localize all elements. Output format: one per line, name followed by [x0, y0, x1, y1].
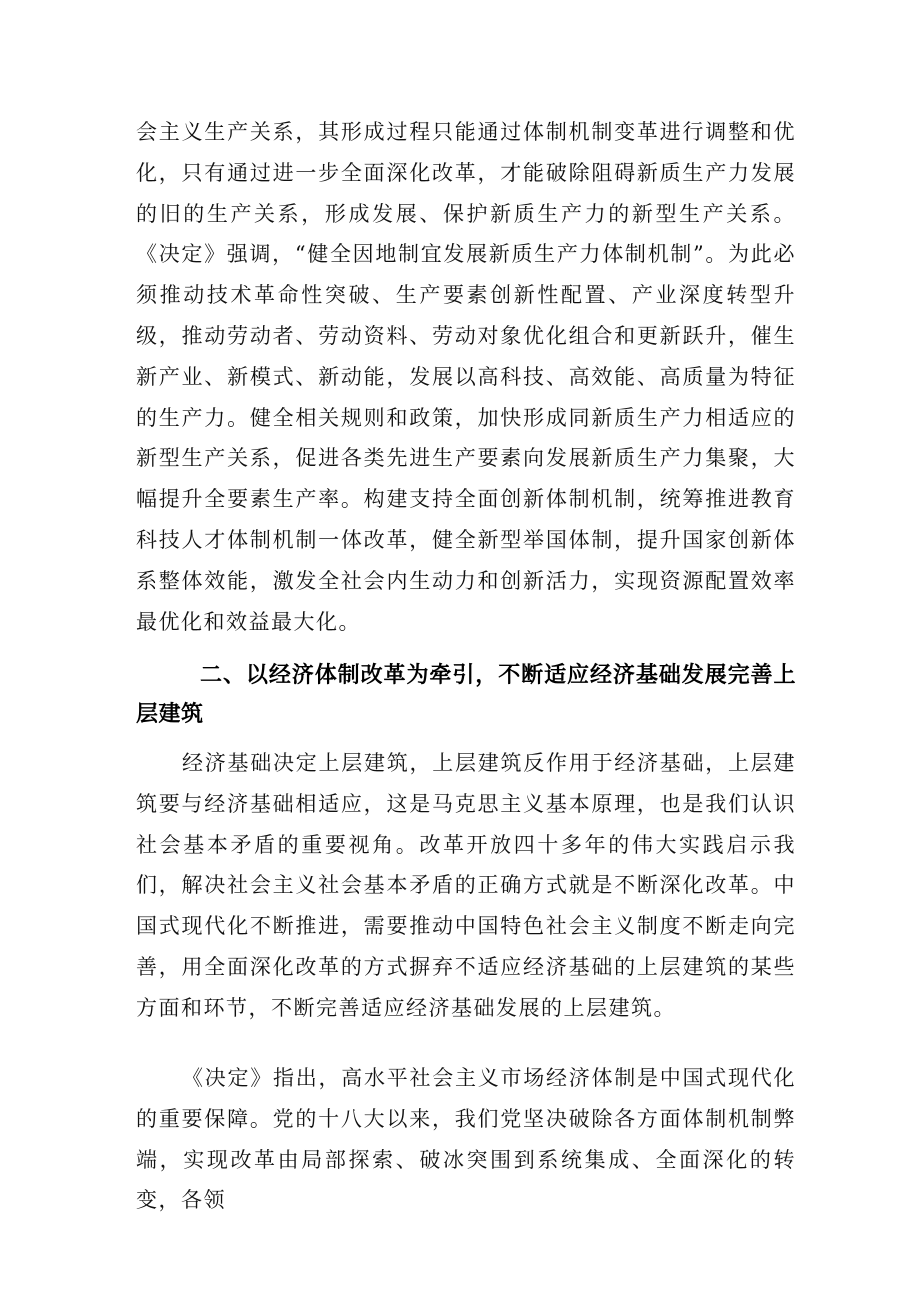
body-paragraph-economic-base: 经济基础决定上层建筑，上层建筑反作用于经济基础，上层建筑要与经济基础相适应，这是马克思主义基本原理，也是我们认识社会基本矛盾的重要视角。改革开放四十多年的伟大实践启示我们，解决社会主义社会基本矛盾的正确方式就是不断深化改革。中国式现代化不断推进，需要推动中国特色社会主义制度不断走向完善，用全面深化改革的方式摒弃不适应经济基础的上层建筑的某些方面和环节，不断完善适应经济基础发展的上层建筑。	[136, 751, 796, 1020]
body-paragraph-continued: 会主义生产关系，其形成过程只能通过体制机制变革进行调整和优化，只有通过进一步全面深化改革，才能破除阻碍新质生产力发展的旧的生产关系，形成发展、保护新质生产力的新型生产关系。《决定》强调，“健全因地制宜发展新质生产力体制机制”。为此必须推动技术革命性突破、生产要素创新性配置、产业深度转型升级，推动劳动者、劳动资料、劳动对象优化组合和更新跃升，催生新产业、新模式、新动能，发展以高科技、高效能、高质量为特征的生产力。健全相关规则和政策，加快形成同新质生产力相适应的新型生产关系，促进各类先进生产要素向发展新质生产力集聚，大幅提升全要素生产率。构建支持全面创新体制机制，统筹推进教育科技人才体制机制一体改革，健全新型举国体制，提升国家创新体系整体效能，激发全社会内生动力和创新活力，实现资源配置效率最优化和效益最大化。	[136, 120, 796, 634]
section-heading: 二、以经济体制改革为牵引，不断适应经济基础发展完善上层建筑	[136, 663, 796, 727]
body-paragraph-decision: 《决定》指出，高水平社会主义市场经济体制是中国式现代化的重要保障。党的十八大以来，我们党坚决破除各方面体制机制弊端，实现改革由局部探索、破冰突围到系统集成、全面深化的转变，各领	[136, 1066, 796, 1213]
